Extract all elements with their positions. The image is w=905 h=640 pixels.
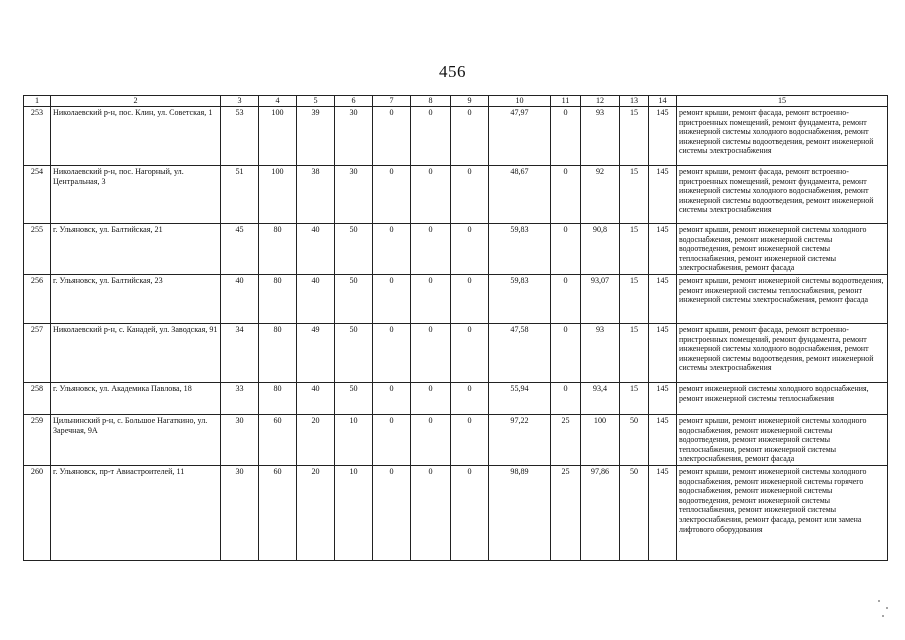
address-cell: г. Ульяновск, ул. Академика Павлова, 18 [51,382,221,414]
value-cell-c12: 93 [581,323,620,382]
column-header: 15 [677,96,888,107]
value-cell-c9: 0 [451,274,489,323]
column-header: 3 [221,96,259,107]
works-list-cell: ремонт крыши, ремонт фасада, ремонт встроенно-пристроенных помещений, ремонт фундамента, ремонт инженерной системы холодного водоснабжения, ремонт инженерной системы водоотведения, ремонт инженерной системы электроснабжения [677,107,888,166]
value-cell-c4: 80 [259,274,297,323]
value-cell-c5: 39 [297,107,335,166]
value-cell-c14: 145 [649,274,677,323]
value-cell-c12: 93 [581,107,620,166]
table-row [24,382,888,414]
value-cell-c6: 50 [335,382,373,414]
value-cell-c7: 0 [373,224,411,275]
row-number: 253 [24,107,51,166]
column-header: 1 [24,96,51,107]
value-cell-c10: 55,94 [489,382,551,414]
value-cell-c13: 15 [620,382,649,414]
value-cell-c3: 40 [221,274,259,323]
value-cell-c13: 15 [620,323,649,382]
value-cell-c12: 93,07 [581,274,620,323]
address-cell: г. Ульяновск, пр-т Авиастроителей, 11 [51,465,221,560]
table-row [24,107,888,166]
value-cell-c3: 30 [221,414,259,465]
value-cell-c4: 80 [259,224,297,275]
value-cell-c14: 145 [649,224,677,275]
value-cell-c3: 34 [221,323,259,382]
works-list-cell: ремонт крыши, ремонт инженерной системы холодного водоснабжения, ремонт инженерной системы горячего водоснабжения, ремонт инженерной системы водоотведения, ремонт инженерной системы теплоснабжения, ремонт инженерной системы электроснабжения, ремонт фасада, ремонт или замена лифтового оборудования [677,465,888,560]
column-header: 14 [649,96,677,107]
value-cell-c11: 0 [551,107,581,166]
column-header: 8 [411,96,451,107]
table-row [24,224,888,275]
value-cell-c12: 97,86 [581,465,620,560]
value-cell-c4: 60 [259,414,297,465]
value-cell-c11: 0 [551,323,581,382]
value-cell-c5: 40 [297,274,335,323]
column-header: 10 [489,96,551,107]
value-cell-c6: 50 [335,323,373,382]
value-cell-c4: 100 [259,166,297,224]
column-header: 11 [551,96,581,107]
value-cell-c6: 50 [335,274,373,323]
value-cell-c5: 40 [297,382,335,414]
scan-speck [886,607,888,609]
value-cell-c14: 145 [649,107,677,166]
value-cell-c13: 50 [620,465,649,560]
row-number: 256 [24,274,51,323]
value-cell-c9: 0 [451,465,489,560]
value-cell-c13: 15 [620,274,649,323]
value-cell-c14: 145 [649,465,677,560]
value-cell-c10: 97,22 [489,414,551,465]
buildings-table [23,95,888,561]
value-cell-c9: 0 [451,166,489,224]
value-cell-c13: 15 [620,166,649,224]
value-cell-c14: 145 [649,382,677,414]
value-cell-c6: 10 [335,414,373,465]
works-list-cell: ремонт крыши, ремонт фасада, ремонт встроенно-пристроенных помещений, ремонт фундамента, ремонт инженерной системы холодного водоснабжения, ремонт инженерной системы водоотведения, ремонт инженерной системы электроснабжения [677,166,888,224]
table-row [24,323,888,382]
value-cell-c4: 80 [259,323,297,382]
value-cell-c5: 40 [297,224,335,275]
value-cell-c5: 49 [297,323,335,382]
value-cell-c13: 50 [620,414,649,465]
works-list-cell: ремонт инженерной системы холодного водоснабжения, ремонт инженерной системы теплоснабжения [677,382,888,414]
row-number: 255 [24,224,51,275]
value-cell-c7: 0 [373,414,411,465]
column-header: 4 [259,96,297,107]
column-header: 5 [297,96,335,107]
value-cell-c6: 50 [335,224,373,275]
value-cell-c8: 0 [411,166,451,224]
value-cell-c5: 38 [297,166,335,224]
works-list-cell: ремонт крыши, ремонт инженерной системы холодного водоснабжения, ремонт инженерной системы водоотведения, ремонт инженерной системы теплоснабжения, ремонт инженерной системы электроснабжения, ремонт фасада [677,414,888,465]
value-cell-c4: 100 [259,107,297,166]
value-cell-c11: 0 [551,166,581,224]
value-cell-c8: 0 [411,224,451,275]
column-header: 7 [373,96,411,107]
value-cell-c13: 15 [620,224,649,275]
value-cell-c9: 0 [451,107,489,166]
value-cell-c7: 0 [373,323,411,382]
value-cell-c14: 145 [649,166,677,224]
value-cell-c8: 0 [411,414,451,465]
value-cell-c3: 51 [221,166,259,224]
table-row [24,166,888,224]
address-cell: г. Ульяновск, ул. Балтийская, 21 [51,224,221,275]
row-number: 259 [24,414,51,465]
value-cell-c8: 0 [411,323,451,382]
value-cell-c12: 90,8 [581,224,620,275]
works-list-cell: ремонт крыши, ремонт инженерной системы холодного водоснабжения, ремонт инженерной системы водоотведения, ремонт инженерной системы теплоснабжения, ремонт инженерной системы электроснабжения, ремонт фасада [677,224,888,275]
scan-speck [882,615,884,617]
row-number: 260 [24,465,51,560]
column-header: 12 [581,96,620,107]
row-number: 257 [24,323,51,382]
address-cell: Николаевский р-н, пос. Нагорный, ул. Центральная, 3 [51,166,221,224]
value-cell-c6: 30 [335,107,373,166]
value-cell-c9: 0 [451,382,489,414]
row-number: 258 [24,382,51,414]
value-cell-c9: 0 [451,224,489,275]
value-cell-c4: 80 [259,382,297,414]
value-cell-c14: 145 [649,414,677,465]
value-cell-c11: 0 [551,224,581,275]
value-cell-c11: 0 [551,274,581,323]
value-cell-c6: 30 [335,166,373,224]
value-cell-c7: 0 [373,382,411,414]
value-cell-c10: 98,89 [489,465,551,560]
table-header-row [24,96,888,107]
works-list-cell: ремонт крыши, ремонт инженерной системы водоотведения, ремонт инженерной системы теплоснабжения, ремонт инженерной системы электроснабжения, ремонт фасада [677,274,888,323]
column-header: 9 [451,96,489,107]
address-cell: Цильнинский р-н, с. Большое Нагаткино, ул. Заречная, 9А [51,414,221,465]
value-cell-c12: 92 [581,166,620,224]
table-row [24,465,888,560]
value-cell-c10: 47,58 [489,323,551,382]
works-list-cell: ремонт крыши, ремонт фасада, ремонт встроенно-пристроенных помещений, ремонт фундамента, ремонт инженерной системы холодного водоснабжения, ремонт инженерной системы водоотведения, ремонт инженерной системы электроснабжения [677,323,888,382]
value-cell-c3: 45 [221,224,259,275]
value-cell-c11: 25 [551,465,581,560]
value-cell-c11: 25 [551,414,581,465]
value-cell-c9: 0 [451,323,489,382]
value-cell-c10: 48,67 [489,166,551,224]
value-cell-c8: 0 [411,274,451,323]
value-cell-c10: 59,83 [489,274,551,323]
value-cell-c3: 33 [221,382,259,414]
value-cell-c11: 0 [551,382,581,414]
address-cell: Николаевский р-н, пос. Клин, ул. Советская, 1 [51,107,221,166]
value-cell-c14: 145 [649,323,677,382]
value-cell-c7: 0 [373,166,411,224]
table-row [24,414,888,465]
value-cell-c8: 0 [411,465,451,560]
column-header: 2 [51,96,221,107]
value-cell-c6: 10 [335,465,373,560]
value-cell-c12: 93,4 [581,382,620,414]
value-cell-c3: 30 [221,465,259,560]
row-number: 254 [24,166,51,224]
value-cell-c10: 59,83 [489,224,551,275]
value-cell-c7: 0 [373,274,411,323]
value-cell-c3: 53 [221,107,259,166]
value-cell-c12: 100 [581,414,620,465]
page-number: 456 [439,62,466,81]
scan-speck [878,600,880,602]
value-cell-c5: 20 [297,414,335,465]
column-header: 13 [620,96,649,107]
value-cell-c5: 20 [297,465,335,560]
table-row [24,274,888,323]
value-cell-c10: 47,97 [489,107,551,166]
value-cell-c8: 0 [411,382,451,414]
value-cell-c7: 0 [373,107,411,166]
value-cell-c13: 15 [620,107,649,166]
column-header: 6 [335,96,373,107]
address-cell: г. Ульяновск, ул. Балтийская, 23 [51,274,221,323]
value-cell-c4: 60 [259,465,297,560]
value-cell-c8: 0 [411,107,451,166]
value-cell-c7: 0 [373,465,411,560]
value-cell-c9: 0 [451,414,489,465]
address-cell: Николаевский р-н, с. Канадей, ул. Заводская, 91 [51,323,221,382]
